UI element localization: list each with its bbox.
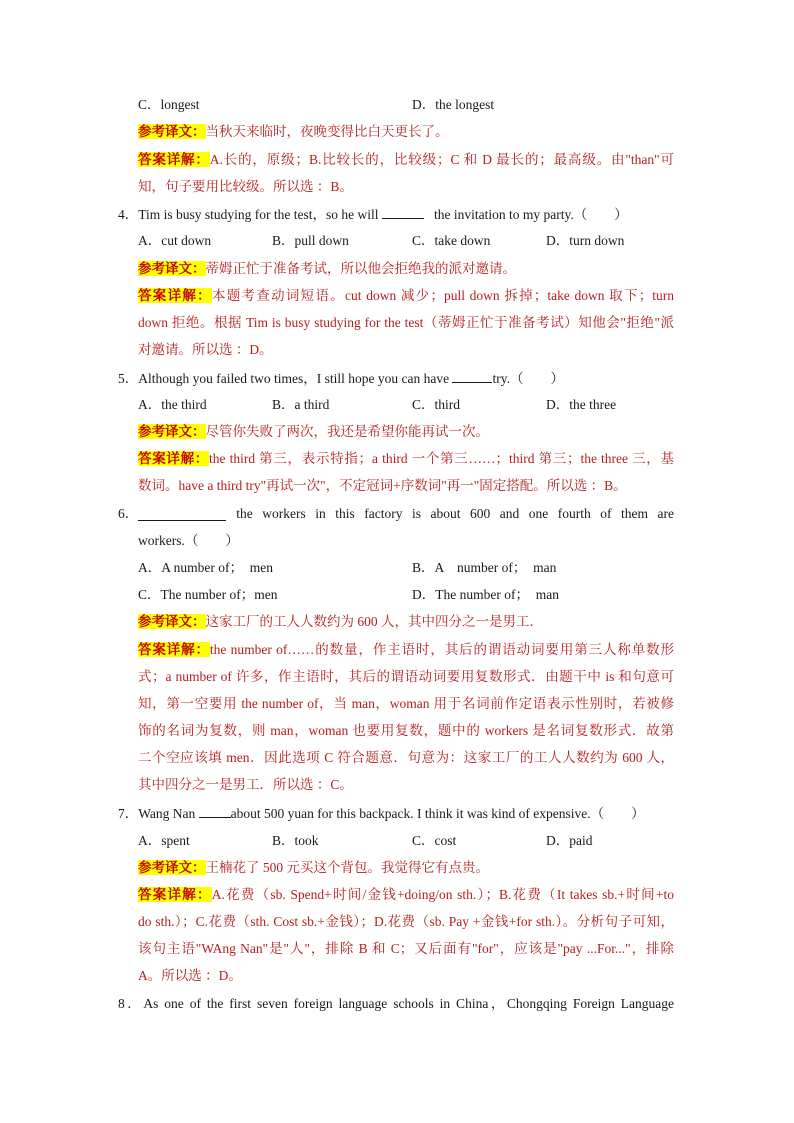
detail-text: the third 第三，表示特指；a third 一个第三……；third 第三；the three 三，基 xyxy=(209,451,675,466)
question-stem xyxy=(118,803,645,823)
answer-blank xyxy=(199,803,231,818)
detail-line xyxy=(138,150,674,170)
stem-post: try.（ ） xyxy=(492,371,564,386)
detail-line: 该句主语"WAng Nan"是"人"，排除 B 和 C；又后面有"for"，应该是"pay ...For..."，排除 xyxy=(138,941,674,956)
stem-post: about 500 yuan for this backpack. I think it was kind of expensive.（ ） xyxy=(230,806,645,821)
detail-label: 答案详解： xyxy=(138,642,210,657)
detail-line: 式；a number of 许多，作主语时，其后的谓语动词要用复数形式．由题干中 is 和句意可 xyxy=(138,669,674,684)
option-c: C．take down xyxy=(412,233,491,248)
option-b: B．took xyxy=(272,833,319,848)
stem-post: the invitation to my party.（ ） xyxy=(434,207,628,222)
option-b: B．A number of； man xyxy=(412,560,557,575)
translation-label: 参考译文： xyxy=(138,261,206,276)
detail-label: 答案详解： xyxy=(138,152,210,167)
question-number: 6． xyxy=(118,506,139,521)
translation-text: 王楠花了 500 元买这个背包。我觉得它有点贵。 xyxy=(205,860,489,875)
detail-text: 本题考查动词短语。cut down 减少；pull down 拆掉；take down 取下；turn xyxy=(211,288,674,303)
translation-text: 尽管你失败了两次，我还是希望你能再试一次。 xyxy=(205,424,489,439)
option-c: C．cost xyxy=(412,833,457,848)
translation-line xyxy=(138,259,516,279)
stem-pre: 4．Tim is busy studying for the test，so he will xyxy=(118,207,379,222)
detail-line xyxy=(138,449,674,469)
option-d: D．The number of； man xyxy=(412,587,559,602)
option-b: B．a third xyxy=(272,397,330,412)
detail-line xyxy=(138,286,674,306)
translation-label: 参考译文： xyxy=(138,424,206,439)
detail-line: 对邀请。所以选 ：D。 xyxy=(138,342,273,357)
option-a: A．spent xyxy=(138,833,190,848)
option-d: D．turn down xyxy=(546,233,625,248)
option-a: A．A number of； men xyxy=(138,560,273,575)
stem-pre: 5．Although you failed two times，I still hope you can have xyxy=(118,371,450,386)
detail-line: 知，第一空要用 the number of，当 man，woman 用于名词前作定语表示性别时，若被修 xyxy=(138,696,674,711)
detail-label: 答案详解： xyxy=(138,887,212,902)
translation-label: 参考译文： xyxy=(138,614,206,629)
detail-line: 二个空应该填 men．因此选项 C 符合题意．句意为：这家工厂的工人人数约为 600 人， xyxy=(138,750,674,765)
option-c: C．third xyxy=(412,397,461,412)
option-d: D．the longest xyxy=(412,97,495,112)
detail-label: 答案详解： xyxy=(138,288,212,303)
answer-blank xyxy=(452,368,492,383)
option-d: D．paid xyxy=(546,833,593,848)
stem-post: the workers in this factory is about 600 and one fourth of them are xyxy=(236,506,674,521)
answer-blank xyxy=(138,506,226,521)
question-stem: 8．As one of the first seven foreign language schools in China，Chongqing Foreign Language xyxy=(118,996,674,1011)
detail-text: A.花费（sb. Spend+时间/金钱+doing/on sth.）；B.花费（It takes sb.+时间+to xyxy=(211,887,674,902)
detail-line xyxy=(138,640,674,660)
translation-label: 参考译文： xyxy=(138,860,206,875)
option-a: A．cut down xyxy=(138,233,212,248)
detail-line xyxy=(138,885,674,905)
detail-text: the number of……的数量，作主语时，其后的谓语动词要用第三人称单数形 xyxy=(209,642,674,657)
option-c: C．longest xyxy=(138,97,200,112)
translation-line xyxy=(138,612,543,632)
translation-line xyxy=(138,422,489,442)
option-a: A．the third xyxy=(138,397,207,412)
detail-line: down 拒绝。根据 Tim is busy studying for the test（蒂姆正忙于准备考试）知他会"拒绝"派 xyxy=(138,315,674,330)
detail-label: 答案详解： xyxy=(138,451,210,466)
translation-text: 这家工厂的工人人数约为 600 人，其中四分之一是男工． xyxy=(205,614,543,629)
answer-blank xyxy=(382,204,424,219)
question-stem xyxy=(118,204,628,224)
translation-label: 参考译文： xyxy=(138,124,206,139)
option-b: B．pull down xyxy=(272,233,349,248)
detail-line: 知，句子要用比较级。所以选 ：B。 xyxy=(138,179,353,194)
translation-line xyxy=(138,122,449,142)
stem-pre: 7．Wang Nan xyxy=(118,806,196,821)
detail-text: A.长的，原级；B.比较长的，比较级；C 和 D 最长的；最高级。由"than"可 xyxy=(209,152,674,167)
translation-text: 蒂姆正忙于准备考试，所以他会拒绝我的派对邀请。 xyxy=(205,261,516,276)
detail-line: A。所以选 ：D。 xyxy=(138,968,242,983)
translation-line xyxy=(138,858,489,878)
detail-line: do sth.）；C.花费（sth. Cost sb.+金钱）；D.花费（sb. Pay +金钱+for sth.）。分析句子可知， xyxy=(138,914,674,929)
detail-line: 其中四分之一是男工．所以选 ：C。 xyxy=(138,777,353,792)
question-stem xyxy=(118,504,674,524)
option-d: D．the three xyxy=(546,397,617,412)
question-stem xyxy=(118,368,564,388)
option-c: C．The number of；men xyxy=(138,587,278,602)
detail-line: 数词。have a third try"再试一次"，不定冠词+序数词"再一"固定搭配。所以选 ：B。 xyxy=(138,478,627,493)
detail-line: 饰的名词为复数，则 man，woman 也要用复数，题中的 workers 是名词复数形式．故第 xyxy=(138,723,674,738)
translation-text: 当秋天来临时，夜晚变得比白天更长了。 xyxy=(205,124,449,139)
stem-line: workers.（ ） xyxy=(138,533,239,548)
